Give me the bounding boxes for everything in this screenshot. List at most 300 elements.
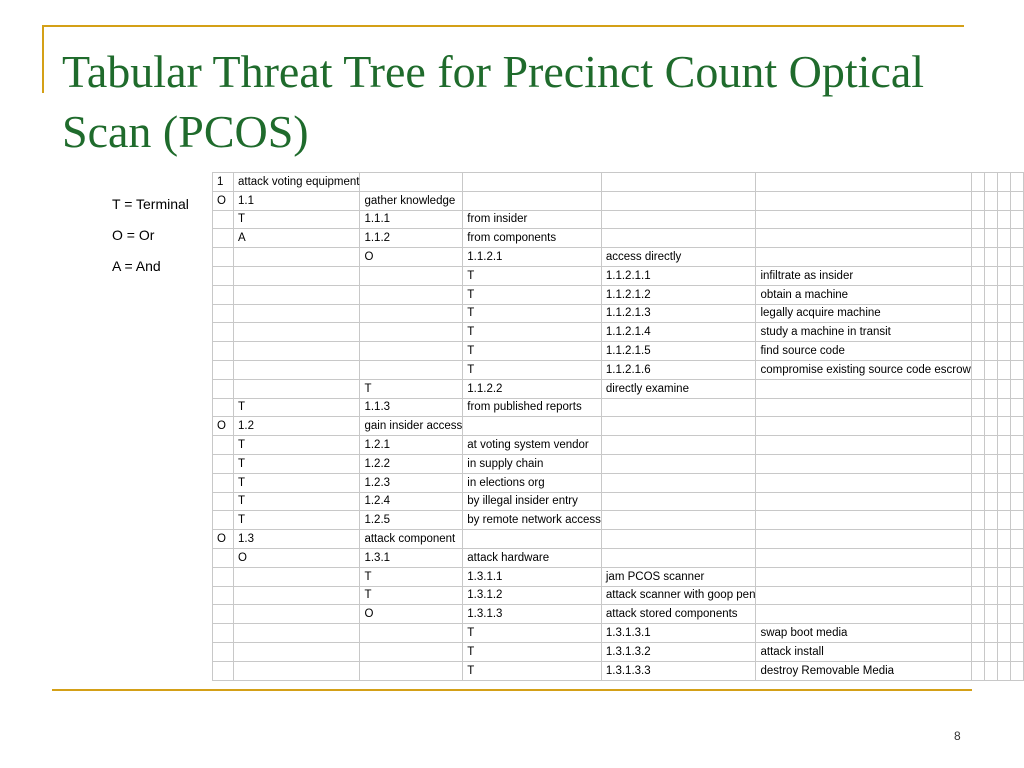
table-cell bbox=[984, 605, 997, 624]
table-cell bbox=[971, 605, 984, 624]
table-cell bbox=[984, 642, 997, 661]
table-cell bbox=[971, 530, 984, 549]
table-cell bbox=[234, 624, 360, 643]
table-row bbox=[213, 624, 1024, 643]
table-cell bbox=[1010, 229, 1023, 248]
table-cell: 1.2.2 bbox=[360, 454, 463, 473]
table-cell bbox=[997, 454, 1010, 473]
table-row bbox=[213, 586, 1024, 605]
table-cell bbox=[213, 548, 234, 567]
table-cell: in supply chain bbox=[463, 454, 602, 473]
table-cell: T bbox=[463, 661, 602, 680]
table-cell bbox=[756, 173, 971, 192]
table-cell bbox=[984, 379, 997, 398]
table-cell bbox=[1010, 642, 1023, 661]
table-cell: 1.2.5 bbox=[360, 511, 463, 530]
table-row bbox=[213, 360, 1024, 379]
table-cell: O bbox=[360, 248, 463, 267]
table-cell bbox=[1010, 511, 1023, 530]
table-cell bbox=[213, 454, 234, 473]
table-cell bbox=[213, 304, 234, 323]
table-cell bbox=[756, 530, 971, 549]
table-cell: 1.2 bbox=[234, 417, 360, 436]
table-cell bbox=[1010, 210, 1023, 229]
table-cell bbox=[1010, 567, 1023, 586]
table-cell: T bbox=[234, 454, 360, 473]
legend-and: A = And bbox=[112, 258, 161, 274]
table-cell bbox=[213, 229, 234, 248]
table-cell: T bbox=[234, 398, 360, 417]
table-cell bbox=[756, 586, 971, 605]
table-cell bbox=[213, 605, 234, 624]
table-cell bbox=[971, 304, 984, 323]
table-cell bbox=[213, 661, 234, 680]
table-cell bbox=[234, 642, 360, 661]
table-cell: 1.1.1 bbox=[360, 210, 463, 229]
table-row bbox=[213, 642, 1024, 661]
table-cell: by illegal insider entry bbox=[463, 492, 602, 511]
table-cell bbox=[234, 323, 360, 342]
table-cell: gather knowledge bbox=[360, 191, 463, 210]
table-cell: T bbox=[234, 492, 360, 511]
table-cell bbox=[997, 360, 1010, 379]
table-cell: 1.1.2.1.6 bbox=[601, 360, 756, 379]
table-cell bbox=[1010, 417, 1023, 436]
table-row bbox=[213, 285, 1024, 304]
table-cell bbox=[984, 492, 997, 511]
table-cell: swap boot media bbox=[756, 624, 971, 643]
table-cell bbox=[997, 229, 1010, 248]
table-cell: T bbox=[360, 567, 463, 586]
table-cell bbox=[971, 548, 984, 567]
table-cell bbox=[213, 248, 234, 267]
table-cell bbox=[360, 323, 463, 342]
table-cell bbox=[213, 323, 234, 342]
table-cell bbox=[360, 661, 463, 680]
table-cell bbox=[1010, 586, 1023, 605]
table-row bbox=[213, 567, 1024, 586]
table-cell: 1.1.2.2 bbox=[463, 379, 602, 398]
table-cell: O bbox=[213, 530, 234, 549]
table-cell: T bbox=[463, 323, 602, 342]
table-cell bbox=[1010, 492, 1023, 511]
table-cell bbox=[213, 360, 234, 379]
table-cell bbox=[971, 342, 984, 361]
table-cell bbox=[984, 548, 997, 567]
table-cell bbox=[997, 304, 1010, 323]
table-cell bbox=[1010, 454, 1023, 473]
table-cell bbox=[601, 454, 756, 473]
table-cell bbox=[997, 436, 1010, 455]
table-cell: attack install bbox=[756, 642, 971, 661]
table-cell bbox=[463, 417, 602, 436]
table-cell: T bbox=[360, 379, 463, 398]
table-cell bbox=[360, 285, 463, 304]
table-cell bbox=[213, 398, 234, 417]
table-cell: A bbox=[234, 229, 360, 248]
threat-tree-rows bbox=[213, 173, 1024, 681]
table-cell bbox=[984, 360, 997, 379]
table-cell bbox=[756, 229, 971, 248]
table-cell bbox=[984, 342, 997, 361]
table-cell: T bbox=[234, 436, 360, 455]
table-cell bbox=[971, 173, 984, 192]
table-cell: compromise existing source code escrow bbox=[756, 360, 971, 379]
table-cell: legally acquire machine bbox=[756, 304, 971, 323]
table-cell bbox=[213, 436, 234, 455]
table-cell bbox=[234, 304, 360, 323]
table-cell bbox=[213, 586, 234, 605]
table-cell bbox=[360, 304, 463, 323]
table-cell bbox=[971, 248, 984, 267]
table-cell: 1.1.3 bbox=[360, 398, 463, 417]
table-cell bbox=[1010, 624, 1023, 643]
table-cell bbox=[984, 191, 997, 210]
table-cell bbox=[997, 548, 1010, 567]
table-row bbox=[213, 417, 1024, 436]
table-cell: 1.3.1.3.2 bbox=[601, 642, 756, 661]
table-cell bbox=[1010, 548, 1023, 567]
table-cell: infiltrate as insider bbox=[756, 266, 971, 285]
table-cell bbox=[984, 454, 997, 473]
table-cell bbox=[234, 266, 360, 285]
table-cell: 1.3.1.3 bbox=[463, 605, 602, 624]
legend bbox=[112, 195, 189, 288]
table-row bbox=[213, 323, 1024, 342]
table-cell bbox=[997, 511, 1010, 530]
table-row bbox=[213, 173, 1024, 192]
table-cell bbox=[1010, 473, 1023, 492]
table-row bbox=[213, 248, 1024, 267]
table-cell bbox=[463, 191, 602, 210]
table-cell: 1.3.1.3.3 bbox=[601, 661, 756, 680]
table-cell: 1.1 bbox=[234, 191, 360, 210]
table-cell bbox=[971, 492, 984, 511]
table-cell: T bbox=[463, 266, 602, 285]
legend-terminal: T = Terminal bbox=[112, 196, 189, 212]
table-row bbox=[213, 548, 1024, 567]
table-cell: 1.2.4 bbox=[360, 492, 463, 511]
table-cell bbox=[213, 210, 234, 229]
table-cell bbox=[971, 398, 984, 417]
table-cell bbox=[1010, 323, 1023, 342]
table-row bbox=[213, 379, 1024, 398]
table-cell: 1 bbox=[213, 173, 234, 192]
threat-tree-table bbox=[212, 172, 1024, 681]
table-cell bbox=[463, 173, 602, 192]
table-cell bbox=[601, 173, 756, 192]
table-row bbox=[213, 473, 1024, 492]
table-cell: 1.1.2.1.2 bbox=[601, 285, 756, 304]
table-cell: T bbox=[463, 304, 602, 323]
table-cell bbox=[360, 342, 463, 361]
table-cell: 1.2.3 bbox=[360, 473, 463, 492]
table-cell bbox=[234, 342, 360, 361]
table-cell: 1.3.1 bbox=[360, 548, 463, 567]
table-row bbox=[213, 191, 1024, 210]
table-cell bbox=[984, 323, 997, 342]
table-cell bbox=[756, 511, 971, 530]
table-cell bbox=[601, 436, 756, 455]
table-cell bbox=[971, 454, 984, 473]
table-cell bbox=[360, 624, 463, 643]
table-cell bbox=[997, 417, 1010, 436]
table-cell: in elections org bbox=[463, 473, 602, 492]
table-cell bbox=[1010, 436, 1023, 455]
table-cell bbox=[601, 417, 756, 436]
table-cell: T bbox=[360, 586, 463, 605]
table-cell bbox=[984, 473, 997, 492]
table-row bbox=[213, 605, 1024, 624]
table-cell bbox=[756, 379, 971, 398]
table-row bbox=[213, 304, 1024, 323]
table-cell: by remote network access bbox=[463, 511, 602, 530]
table-cell: O bbox=[234, 548, 360, 567]
table-row bbox=[213, 229, 1024, 248]
table-cell bbox=[213, 473, 234, 492]
table-cell: 1.3 bbox=[234, 530, 360, 549]
table-cell: jam PCOS scanner bbox=[601, 567, 756, 586]
table-cell bbox=[984, 661, 997, 680]
table-cell: O bbox=[213, 417, 234, 436]
table-row bbox=[213, 492, 1024, 511]
table-cell bbox=[360, 360, 463, 379]
table-cell bbox=[601, 492, 756, 511]
table-cell bbox=[213, 266, 234, 285]
table-cell bbox=[971, 285, 984, 304]
table-cell bbox=[1010, 342, 1023, 361]
table-cell bbox=[756, 473, 971, 492]
table-row bbox=[213, 454, 1024, 473]
table-cell bbox=[360, 642, 463, 661]
table-cell bbox=[984, 173, 997, 192]
table-cell: T bbox=[463, 642, 602, 661]
table-cell bbox=[997, 173, 1010, 192]
table-cell: study a machine in transit bbox=[756, 323, 971, 342]
table-cell bbox=[984, 229, 997, 248]
table-row bbox=[213, 530, 1024, 549]
table-cell bbox=[997, 191, 1010, 210]
table-row bbox=[213, 436, 1024, 455]
table-cell: O bbox=[213, 191, 234, 210]
table-cell: 1.3.1.2 bbox=[463, 586, 602, 605]
table-cell bbox=[971, 360, 984, 379]
table-cell bbox=[756, 248, 971, 267]
table-cell bbox=[756, 454, 971, 473]
table-cell: T bbox=[234, 473, 360, 492]
table-cell bbox=[971, 379, 984, 398]
table-cell: T bbox=[234, 210, 360, 229]
table-cell bbox=[971, 661, 984, 680]
table-cell: T bbox=[234, 511, 360, 530]
table-cell bbox=[756, 191, 971, 210]
legend-or: O = Or bbox=[112, 227, 155, 243]
table-cell bbox=[463, 530, 602, 549]
table-cell bbox=[984, 266, 997, 285]
table-cell: attack voting equipment bbox=[234, 173, 360, 192]
table-cell bbox=[997, 398, 1010, 417]
table-cell bbox=[997, 323, 1010, 342]
table-cell bbox=[971, 624, 984, 643]
table-cell bbox=[234, 360, 360, 379]
table-cell bbox=[213, 511, 234, 530]
table-cell: 1.1.2.1.4 bbox=[601, 323, 756, 342]
table-cell bbox=[234, 567, 360, 586]
table-cell bbox=[213, 342, 234, 361]
table-cell bbox=[601, 398, 756, 417]
table-cell bbox=[984, 210, 997, 229]
table-cell bbox=[601, 511, 756, 530]
table-cell bbox=[1010, 398, 1023, 417]
table-cell: directly examine bbox=[601, 379, 756, 398]
table-cell bbox=[984, 511, 997, 530]
table-cell bbox=[997, 248, 1010, 267]
table-cell bbox=[997, 624, 1010, 643]
table-cell: 1.3.1.1 bbox=[463, 567, 602, 586]
table-cell bbox=[984, 624, 997, 643]
table-cell bbox=[756, 210, 971, 229]
table-cell bbox=[1010, 173, 1023, 192]
table-cell bbox=[984, 304, 997, 323]
table-row bbox=[213, 511, 1024, 530]
table-cell bbox=[213, 642, 234, 661]
table-cell: attack component bbox=[360, 530, 463, 549]
table-cell: 1.2.1 bbox=[360, 436, 463, 455]
table-cell bbox=[234, 285, 360, 304]
table-cell: T bbox=[463, 285, 602, 304]
table-cell: 1.1.2.1.3 bbox=[601, 304, 756, 323]
slide-title: Tabular Threat Tree for Precinct Count Optical Scan (PCOS) bbox=[62, 46, 925, 157]
table-cell bbox=[234, 379, 360, 398]
table-cell bbox=[984, 398, 997, 417]
table-cell bbox=[213, 624, 234, 643]
table-cell bbox=[971, 323, 984, 342]
table-cell bbox=[756, 398, 971, 417]
table-cell bbox=[1010, 285, 1023, 304]
table-cell bbox=[360, 173, 463, 192]
table-cell bbox=[756, 548, 971, 567]
table-cell bbox=[997, 210, 1010, 229]
table-cell bbox=[756, 417, 971, 436]
table-cell bbox=[756, 492, 971, 511]
table-cell: obtain a machine bbox=[756, 285, 971, 304]
table-cell: attack scanner with goop pen bbox=[601, 586, 756, 605]
table-cell bbox=[997, 342, 1010, 361]
table-cell bbox=[756, 605, 971, 624]
table-cell: gain insider access bbox=[360, 417, 463, 436]
table-cell: attack stored components bbox=[601, 605, 756, 624]
table-cell bbox=[601, 191, 756, 210]
table-cell bbox=[971, 229, 984, 248]
top-divider bbox=[42, 25, 964, 27]
table-cell: attack hardware bbox=[463, 548, 602, 567]
table-cell bbox=[984, 530, 997, 549]
table-cell bbox=[997, 642, 1010, 661]
table-cell: from insider bbox=[463, 210, 602, 229]
table-cell bbox=[984, 417, 997, 436]
table-cell bbox=[997, 605, 1010, 624]
table-cell bbox=[213, 567, 234, 586]
table-cell: destroy Removable Media bbox=[756, 661, 971, 680]
table-cell bbox=[213, 492, 234, 511]
table-cell bbox=[756, 436, 971, 455]
table-cell bbox=[601, 548, 756, 567]
table-cell: from components bbox=[463, 229, 602, 248]
table-cell bbox=[234, 605, 360, 624]
table-cell bbox=[971, 567, 984, 586]
table-cell bbox=[971, 210, 984, 229]
page-number: 8 bbox=[954, 729, 961, 743]
table-cell bbox=[1010, 266, 1023, 285]
table-cell bbox=[997, 473, 1010, 492]
table-cell bbox=[971, 436, 984, 455]
table-cell bbox=[984, 285, 997, 304]
table-cell: T bbox=[463, 624, 602, 643]
table-cell bbox=[1010, 191, 1023, 210]
table-cell: 1.3.1.3.1 bbox=[601, 624, 756, 643]
table-cell: access directly bbox=[601, 248, 756, 267]
table-cell bbox=[601, 229, 756, 248]
bottom-divider bbox=[52, 689, 972, 691]
table-cell bbox=[213, 285, 234, 304]
table-cell bbox=[1010, 605, 1023, 624]
table-cell: 1.1.2 bbox=[360, 229, 463, 248]
table-cell bbox=[997, 661, 1010, 680]
table-cell bbox=[234, 661, 360, 680]
table-cell bbox=[1010, 360, 1023, 379]
table-cell: 1.1.2.1 bbox=[463, 248, 602, 267]
table-cell: from published reports bbox=[463, 398, 602, 417]
table-cell bbox=[971, 511, 984, 530]
table-cell bbox=[997, 567, 1010, 586]
table-cell bbox=[1010, 248, 1023, 267]
table-cell: find source code bbox=[756, 342, 971, 361]
table-cell bbox=[601, 530, 756, 549]
table-cell bbox=[971, 266, 984, 285]
table-cell bbox=[971, 586, 984, 605]
table-cell bbox=[997, 586, 1010, 605]
table-cell bbox=[1010, 530, 1023, 549]
table-row bbox=[213, 398, 1024, 417]
table-cell bbox=[984, 436, 997, 455]
table-cell bbox=[360, 266, 463, 285]
table-cell bbox=[997, 285, 1010, 304]
table-cell bbox=[984, 567, 997, 586]
table-cell bbox=[984, 248, 997, 267]
table-row bbox=[213, 342, 1024, 361]
table-cell bbox=[971, 417, 984, 436]
table-cell: O bbox=[360, 605, 463, 624]
table-cell: 1.1.2.1.1 bbox=[601, 266, 756, 285]
table-cell bbox=[234, 586, 360, 605]
table-cell: 1.1.2.1.5 bbox=[601, 342, 756, 361]
table-cell bbox=[1010, 661, 1023, 680]
table-cell bbox=[601, 473, 756, 492]
table-row bbox=[213, 210, 1024, 229]
table-cell bbox=[997, 530, 1010, 549]
table-cell bbox=[984, 586, 997, 605]
table-cell bbox=[601, 210, 756, 229]
table-cell: at voting system vendor bbox=[463, 436, 602, 455]
table-cell bbox=[997, 379, 1010, 398]
table-cell: T bbox=[463, 342, 602, 361]
table-cell bbox=[971, 642, 984, 661]
table-row bbox=[213, 661, 1024, 680]
table-cell bbox=[234, 248, 360, 267]
table-cell bbox=[1010, 379, 1023, 398]
table-cell bbox=[997, 492, 1010, 511]
table-cell bbox=[213, 379, 234, 398]
